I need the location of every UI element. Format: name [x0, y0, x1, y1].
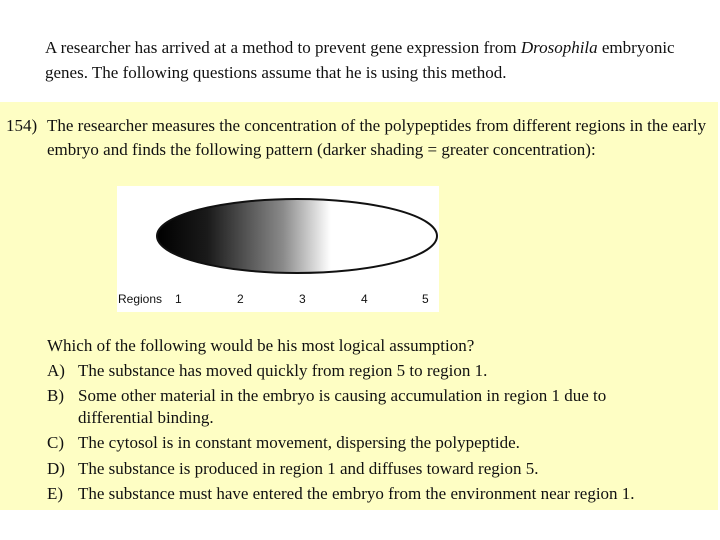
intro-text-after: embryonic genes. The following questions assume that he is using this method. — [45, 38, 675, 82]
question-number: 154) — [6, 116, 38, 135]
option-letter: D) — [47, 459, 65, 478]
region-number-5: 5 — [422, 292, 429, 306]
option-text: The substance is produced in region 1 and diffuses toward region 5. — [78, 459, 539, 478]
option-letter: E) — [47, 484, 64, 503]
intro-text-before: A researcher has arrived at a method to prevent gene expression from — [45, 38, 521, 57]
region-number-4: 4 — [361, 292, 368, 306]
option-letter: A) — [47, 361, 65, 380]
question-prompt: Which of the following would be his most logical assumption? — [47, 336, 475, 355]
embryo-diagram — [117, 186, 439, 312]
region-number-2: 2 — [237, 292, 244, 306]
option-letter: B) — [47, 386, 64, 405]
question-panel — [0, 102, 718, 510]
embryo-figure — [117, 186, 439, 312]
region-number-3: 3 — [299, 292, 306, 306]
option-text: The cytosol is in constant movement, dispersing the polypeptide. — [78, 433, 520, 452]
intro-paragraph — [45, 35, 705, 85]
option-text: Some other material in the embryo is causing accumulation in region 1 due to differential binding. — [78, 386, 607, 427]
option-text: The substance must have entered the embryo from the environment near region 1. — [78, 484, 635, 503]
regions-label: Regions — [118, 292, 163, 306]
option-text: The substance has moved quickly from region 5 to region 1. — [78, 361, 488, 380]
option-letter: C) — [47, 433, 64, 452]
question-text: The researcher measures the concentration of the polypeptides from different regions in the early embryo and finds the following pattern (darker shading = greater concentration): — [47, 116, 707, 159]
organism-name: Drosophila — [520, 38, 598, 57]
embryo-ellipse — [157, 199, 437, 273]
region-number-1: 1 — [175, 292, 182, 306]
